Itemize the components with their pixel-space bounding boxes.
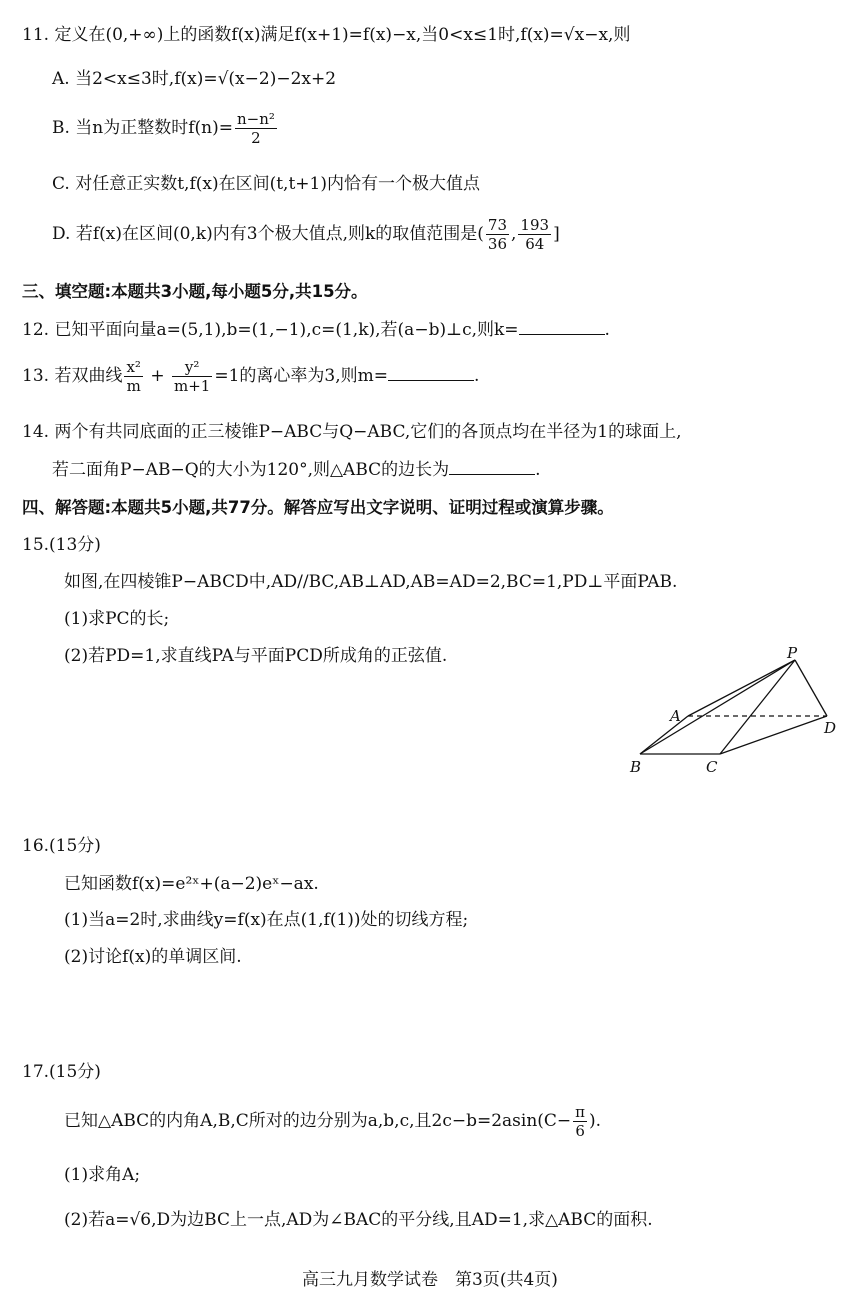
q13-prefix: 13. 若双曲线 bbox=[22, 366, 123, 386]
q13-fraction-1 bbox=[124, 358, 142, 395]
q11-option-a: A. 当2<x≤3时,f(x)=√(x−2)−2x+2 bbox=[52, 69, 337, 89]
q11-option-b bbox=[52, 110, 279, 147]
q15-stem: 如图,在四棱锥P−ABCD中,AD//BC,AB⊥AD,AB=AD=2,BC=1,PD⊥平面PAB. bbox=[64, 572, 678, 592]
q11-d-den2: 64 bbox=[525, 235, 545, 253]
q16-part-1: (1)当a=2时,求曲线y=f(x)在点(1,f(1))处的切线方程; bbox=[64, 910, 469, 930]
q12-text: 12. 已知平面向量a=(5,1),b=(1,−1),c=(1,k),若(a−b)⊥c,则k= bbox=[22, 320, 519, 340]
q11-option-b-text: B. 当n为正整数时f(n)= bbox=[52, 118, 233, 138]
label-c: C bbox=[706, 758, 718, 776]
q11-d-fraction-2 bbox=[518, 216, 551, 253]
q13-num1: x² bbox=[126, 358, 141, 376]
q12: 12. 已知平面向量a=(5,1),b=(1,−1),c=(1,k),若(a−b)⊥c,则k= . bbox=[22, 320, 610, 340]
q15-part-2: (2)若PD=1,求直线PA与平面PCD所成角的正弦值. bbox=[64, 646, 448, 666]
edge-bp bbox=[640, 660, 795, 754]
q17-stem bbox=[64, 1103, 601, 1140]
q13-answer-blank[interactable] bbox=[388, 364, 474, 381]
q11-d-den1: 36 bbox=[487, 235, 508, 253]
q11-option-b-fraction bbox=[235, 110, 277, 147]
label-b: B bbox=[630, 758, 642, 776]
q15-part-1: (1)求PC的长; bbox=[64, 609, 170, 629]
q17-heading: 17.(15分) bbox=[22, 1062, 101, 1082]
q14-answer-blank[interactable] bbox=[449, 458, 535, 475]
q17-fraction bbox=[573, 1103, 587, 1140]
q17-stem-suffix: ). bbox=[589, 1111, 602, 1131]
q11-stem: 11. 定义在(0,+∞)上的函数f(x)满足f(x+1)=f(x)−x,当0<x≤1时,f(x)=√x−x,则 bbox=[22, 25, 631, 45]
q17-num: π bbox=[575, 1103, 586, 1121]
q13-den2: m+1 bbox=[174, 377, 211, 395]
q12-answer-blank[interactable] bbox=[519, 318, 605, 335]
q13: 13. 若双曲线 $\frac{\text{x²}}{m}$ + $\frac{\text{y²}}{m+1}$ =1的离心率为3,则m= . bbox=[22, 358, 480, 395]
q11-d-num1: 73 bbox=[487, 216, 508, 234]
q17-stem-text: 已知△ABC的内角A,B,C所对的边分别为a,b,c,且2c−b=2asin(C− bbox=[64, 1111, 572, 1131]
q11-b-denominator: 2 bbox=[251, 129, 261, 147]
section-3-heading: 三、填空题:本题共3小题,每小题5分,共15分。 bbox=[22, 282, 368, 301]
q11-b-numerator: n−n² bbox=[237, 110, 275, 128]
label-d: D bbox=[824, 719, 837, 737]
q13-den1: m bbox=[126, 377, 141, 395]
q17-part-1: (1)求角A; bbox=[64, 1165, 141, 1185]
q17-den: 6 bbox=[575, 1122, 585, 1140]
q17-part-2: (2)若a=√6,D为边BC上一点,AD为∠BAC的平分线,且AD=1,求△ABC的面积. bbox=[64, 1210, 653, 1230]
q11-d-suffix: ] bbox=[553, 224, 560, 244]
q11-d-fraction-1 bbox=[486, 216, 509, 253]
q15-heading: 15.(13分) bbox=[22, 535, 101, 555]
q16-heading: 16.(15分) bbox=[22, 836, 101, 856]
section-4-heading: 四、解答题:本题共5小题,共77分。解答应写出文字说明、证明过程或演算步骤。 bbox=[22, 498, 614, 517]
q14-line-1: 14. 两个有共同底面的正三棱锥P−ABC与Q−ABC,它们的各顶点均在半径为1的球面上, bbox=[22, 422, 682, 442]
q16-stem: 已知函数f(x)=e²ˣ+(a−2)eˣ−ax. bbox=[64, 874, 319, 894]
edge-dp bbox=[795, 660, 827, 716]
q14-line-2: 若二面角P−AB−Q的大小为120°,则△ABC的边长为 . bbox=[52, 460, 541, 480]
q11-option-c: C. 对任意正实数t,f(x)在区间(t,t+1)内恰有一个极大值点 bbox=[52, 174, 480, 194]
q16-part-2: (2)讨论f(x)的单调区间. bbox=[64, 947, 242, 967]
edge-cp bbox=[720, 660, 795, 754]
q11-option-d-text: D. 若f(x)在区间(0,k)内有3个极大值点,则k的取值范围是( bbox=[52, 224, 484, 244]
q13-num2: y² bbox=[172, 358, 212, 377]
edge-cd bbox=[720, 716, 827, 754]
label-p: P bbox=[787, 644, 798, 662]
pyramid-figure bbox=[620, 640, 845, 780]
q11-d-num2: 193 bbox=[520, 216, 550, 234]
q13-fraction-2 bbox=[172, 358, 212, 395]
label-a: A bbox=[670, 707, 681, 725]
page-footer: 高三九月数学试卷 第3页(共4页) bbox=[302, 1270, 558, 1290]
q14-line-2-text: 若二面角P−AB−Q的大小为120°,则△ABC的边长为 bbox=[52, 460, 450, 480]
q11-option-d: D. 若f(x)在区间(0,k)内有3个极大值点,则k的取值范围是( $\frac{73}{36}$ , $\frac{193}{64}$ ] bbox=[52, 216, 560, 253]
q13-suffix: =1的离心率为3,则m= bbox=[214, 366, 388, 386]
edge-ap bbox=[688, 660, 795, 716]
